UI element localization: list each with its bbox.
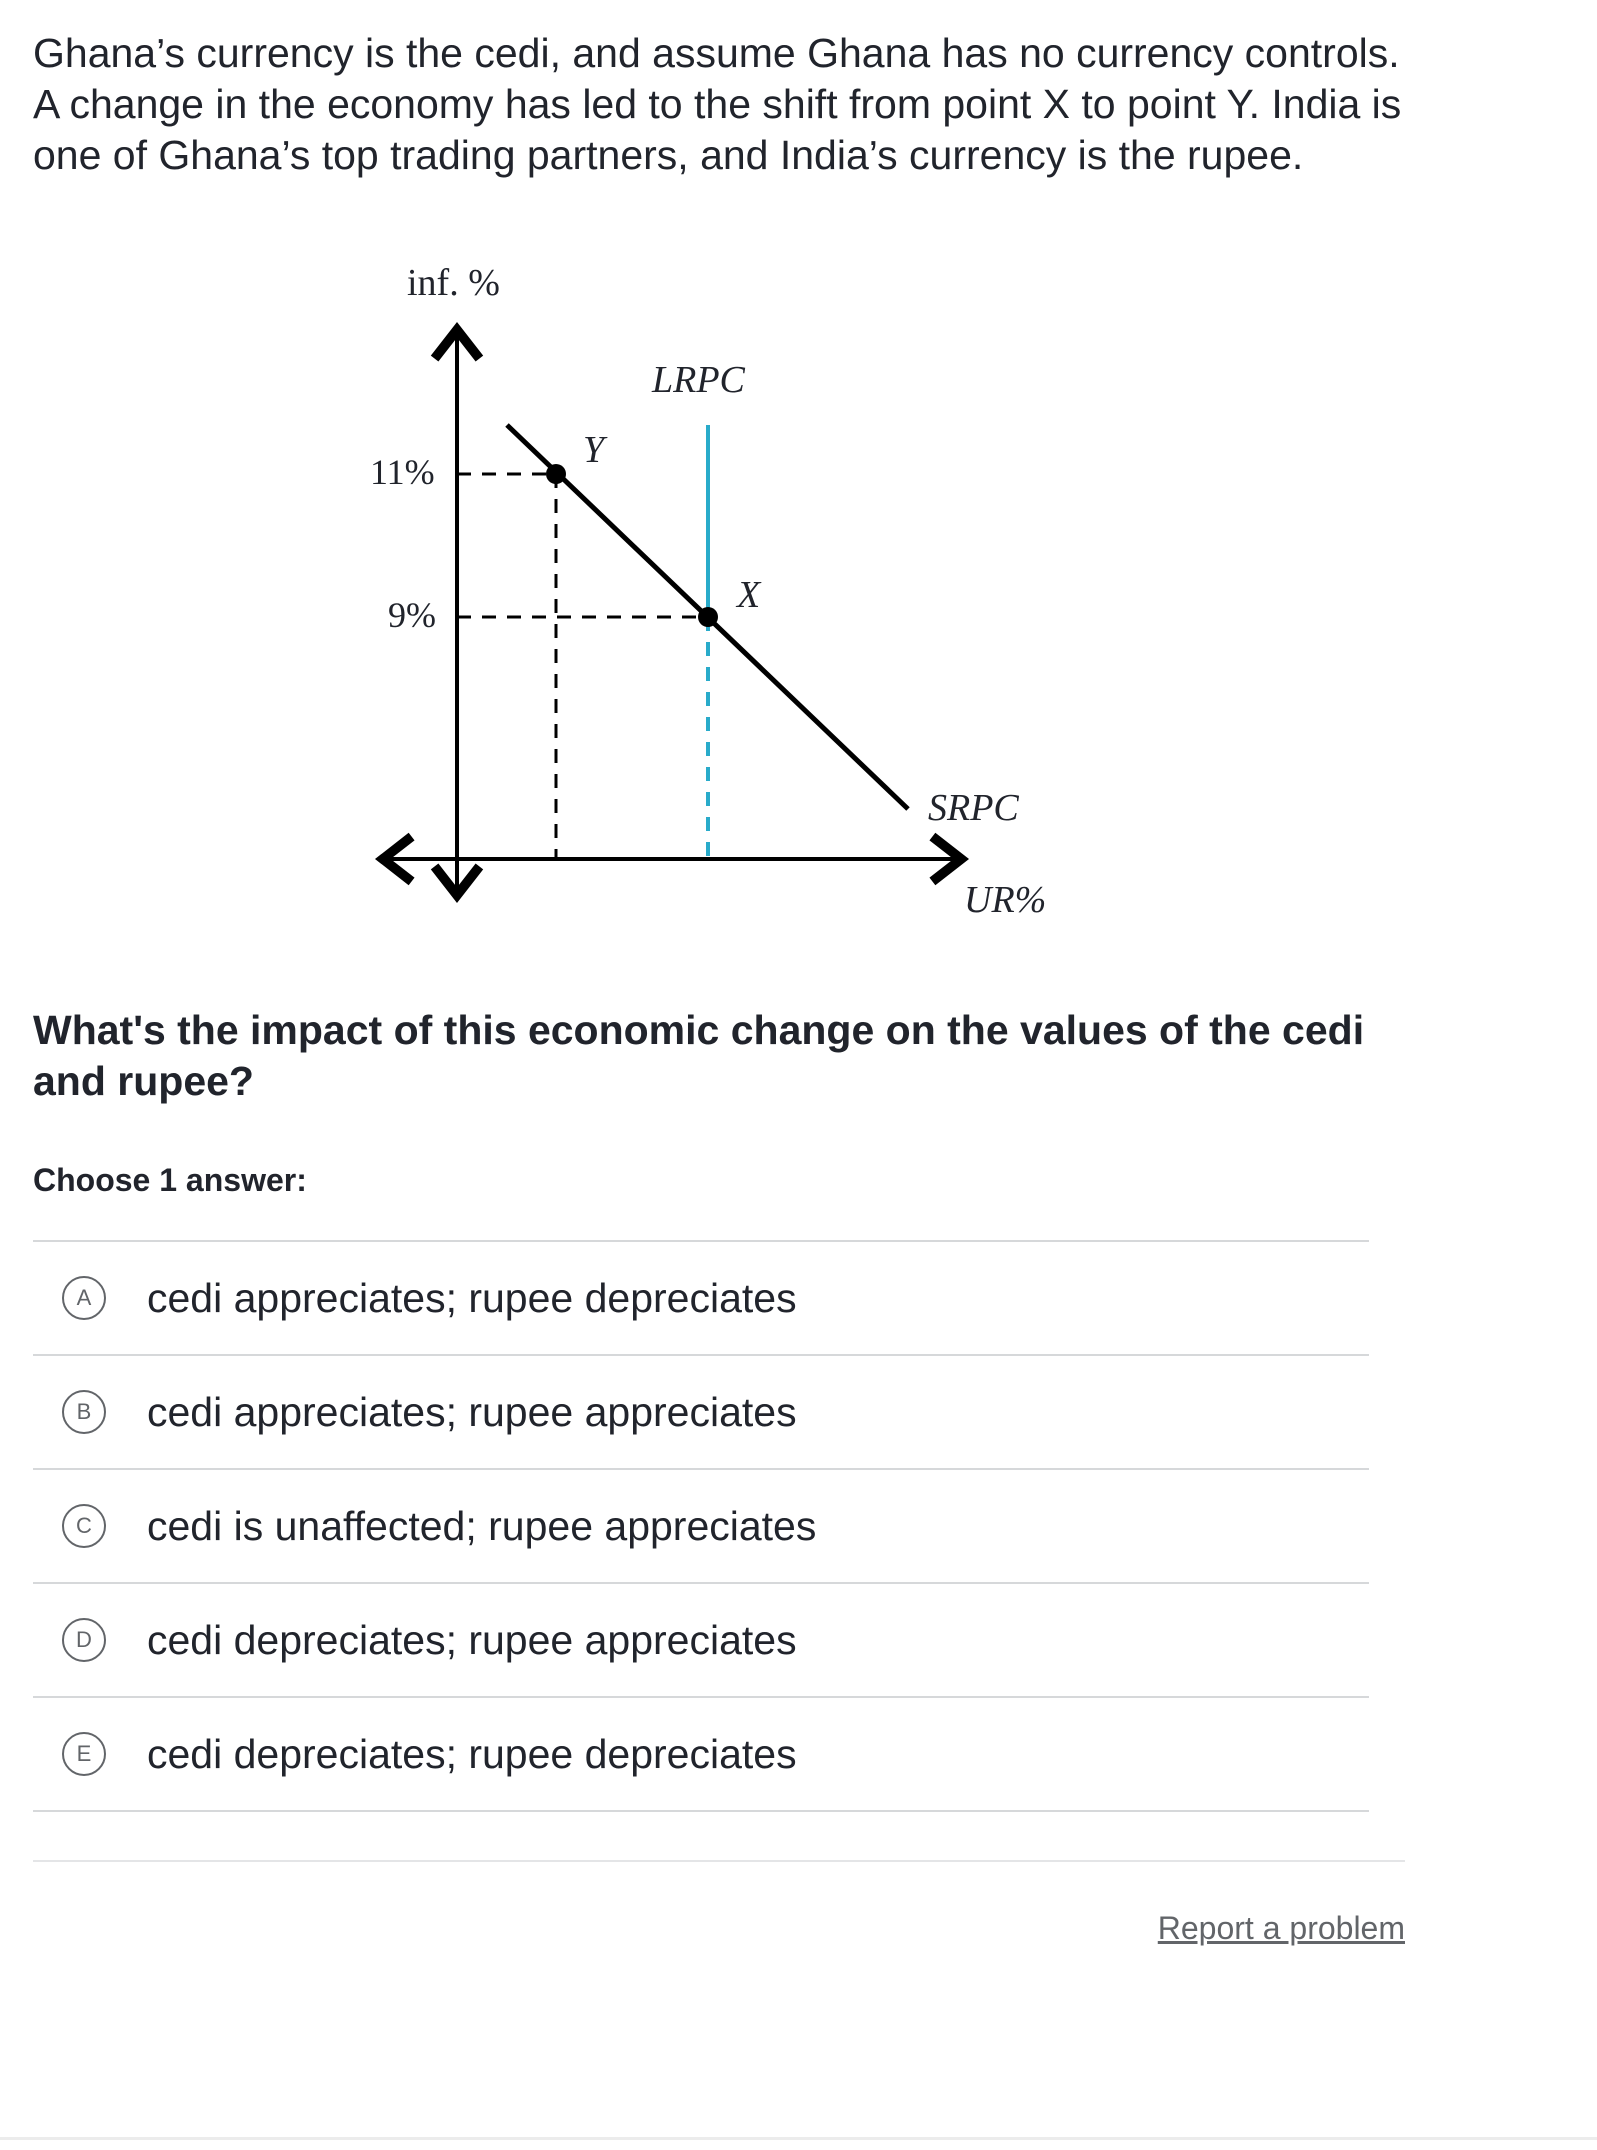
choice-b[interactable] — [33, 1356, 1369, 1470]
bottom-divider — [0, 2137, 1597, 2140]
choice-e[interactable] — [33, 1698, 1369, 1812]
answer-choices — [33, 1240, 1369, 1812]
choice-c-text: cedi is unaffected; rupee appreciates — [147, 1502, 817, 1549]
radio-e[interactable]: E — [62, 1732, 106, 1776]
choice-c[interactable] — [33, 1470, 1369, 1584]
choice-d[interactable] — [33, 1584, 1369, 1698]
radio-b[interactable]: B — [62, 1390, 106, 1434]
y-tick-9: 9% — [388, 595, 436, 635]
report-problem-link[interactable]: Report a problem — [1157, 1910, 1405, 1946]
footer-divider — [33, 1860, 1405, 1862]
y-axis-label: inf. % — [407, 262, 500, 304]
point-y-label: Y — [583, 429, 605, 471]
lrpc-label: LRPC — [652, 359, 745, 401]
radio-d[interactable]: D — [62, 1618, 106, 1662]
choose-instruction: Choose 1 answer: — [33, 1162, 307, 1198]
srpc-label: SRPC — [928, 787, 1019, 829]
x-axis-label: UR% — [964, 879, 1047, 921]
point-y — [546, 464, 566, 484]
choice-d-text: cedi depreciates; rupee appreciates — [147, 1616, 797, 1663]
point-x-label: X — [737, 574, 761, 616]
point-x — [698, 607, 718, 627]
radio-a[interactable]: A — [62, 1276, 106, 1320]
choice-b-text: cedi appreciates; rupee appreciates — [147, 1388, 797, 1435]
phillips-curve-graph — [0, 0, 1597, 960]
question-text: What's the impact of this economic change on the values of the cedi and rupee? — [33, 1007, 1365, 1104]
choice-a[interactable] — [33, 1242, 1369, 1356]
y-tick-11: 11% — [370, 452, 435, 492]
radio-c[interactable]: C — [62, 1504, 106, 1548]
choice-a-text: cedi appreciates; rupee depreciates — [147, 1274, 797, 1321]
intro-paragraph: Ghana’s currency is the cedi, and assume Ghana has no currency controls. A change in the economy has led to the shift from point X to point Y. India is one of Ghana’s top trading partners, and India’s currency is the rupee. — [33, 30, 1402, 178]
choice-e-text: cedi depreciates; rupee depreciates — [147, 1730, 797, 1777]
